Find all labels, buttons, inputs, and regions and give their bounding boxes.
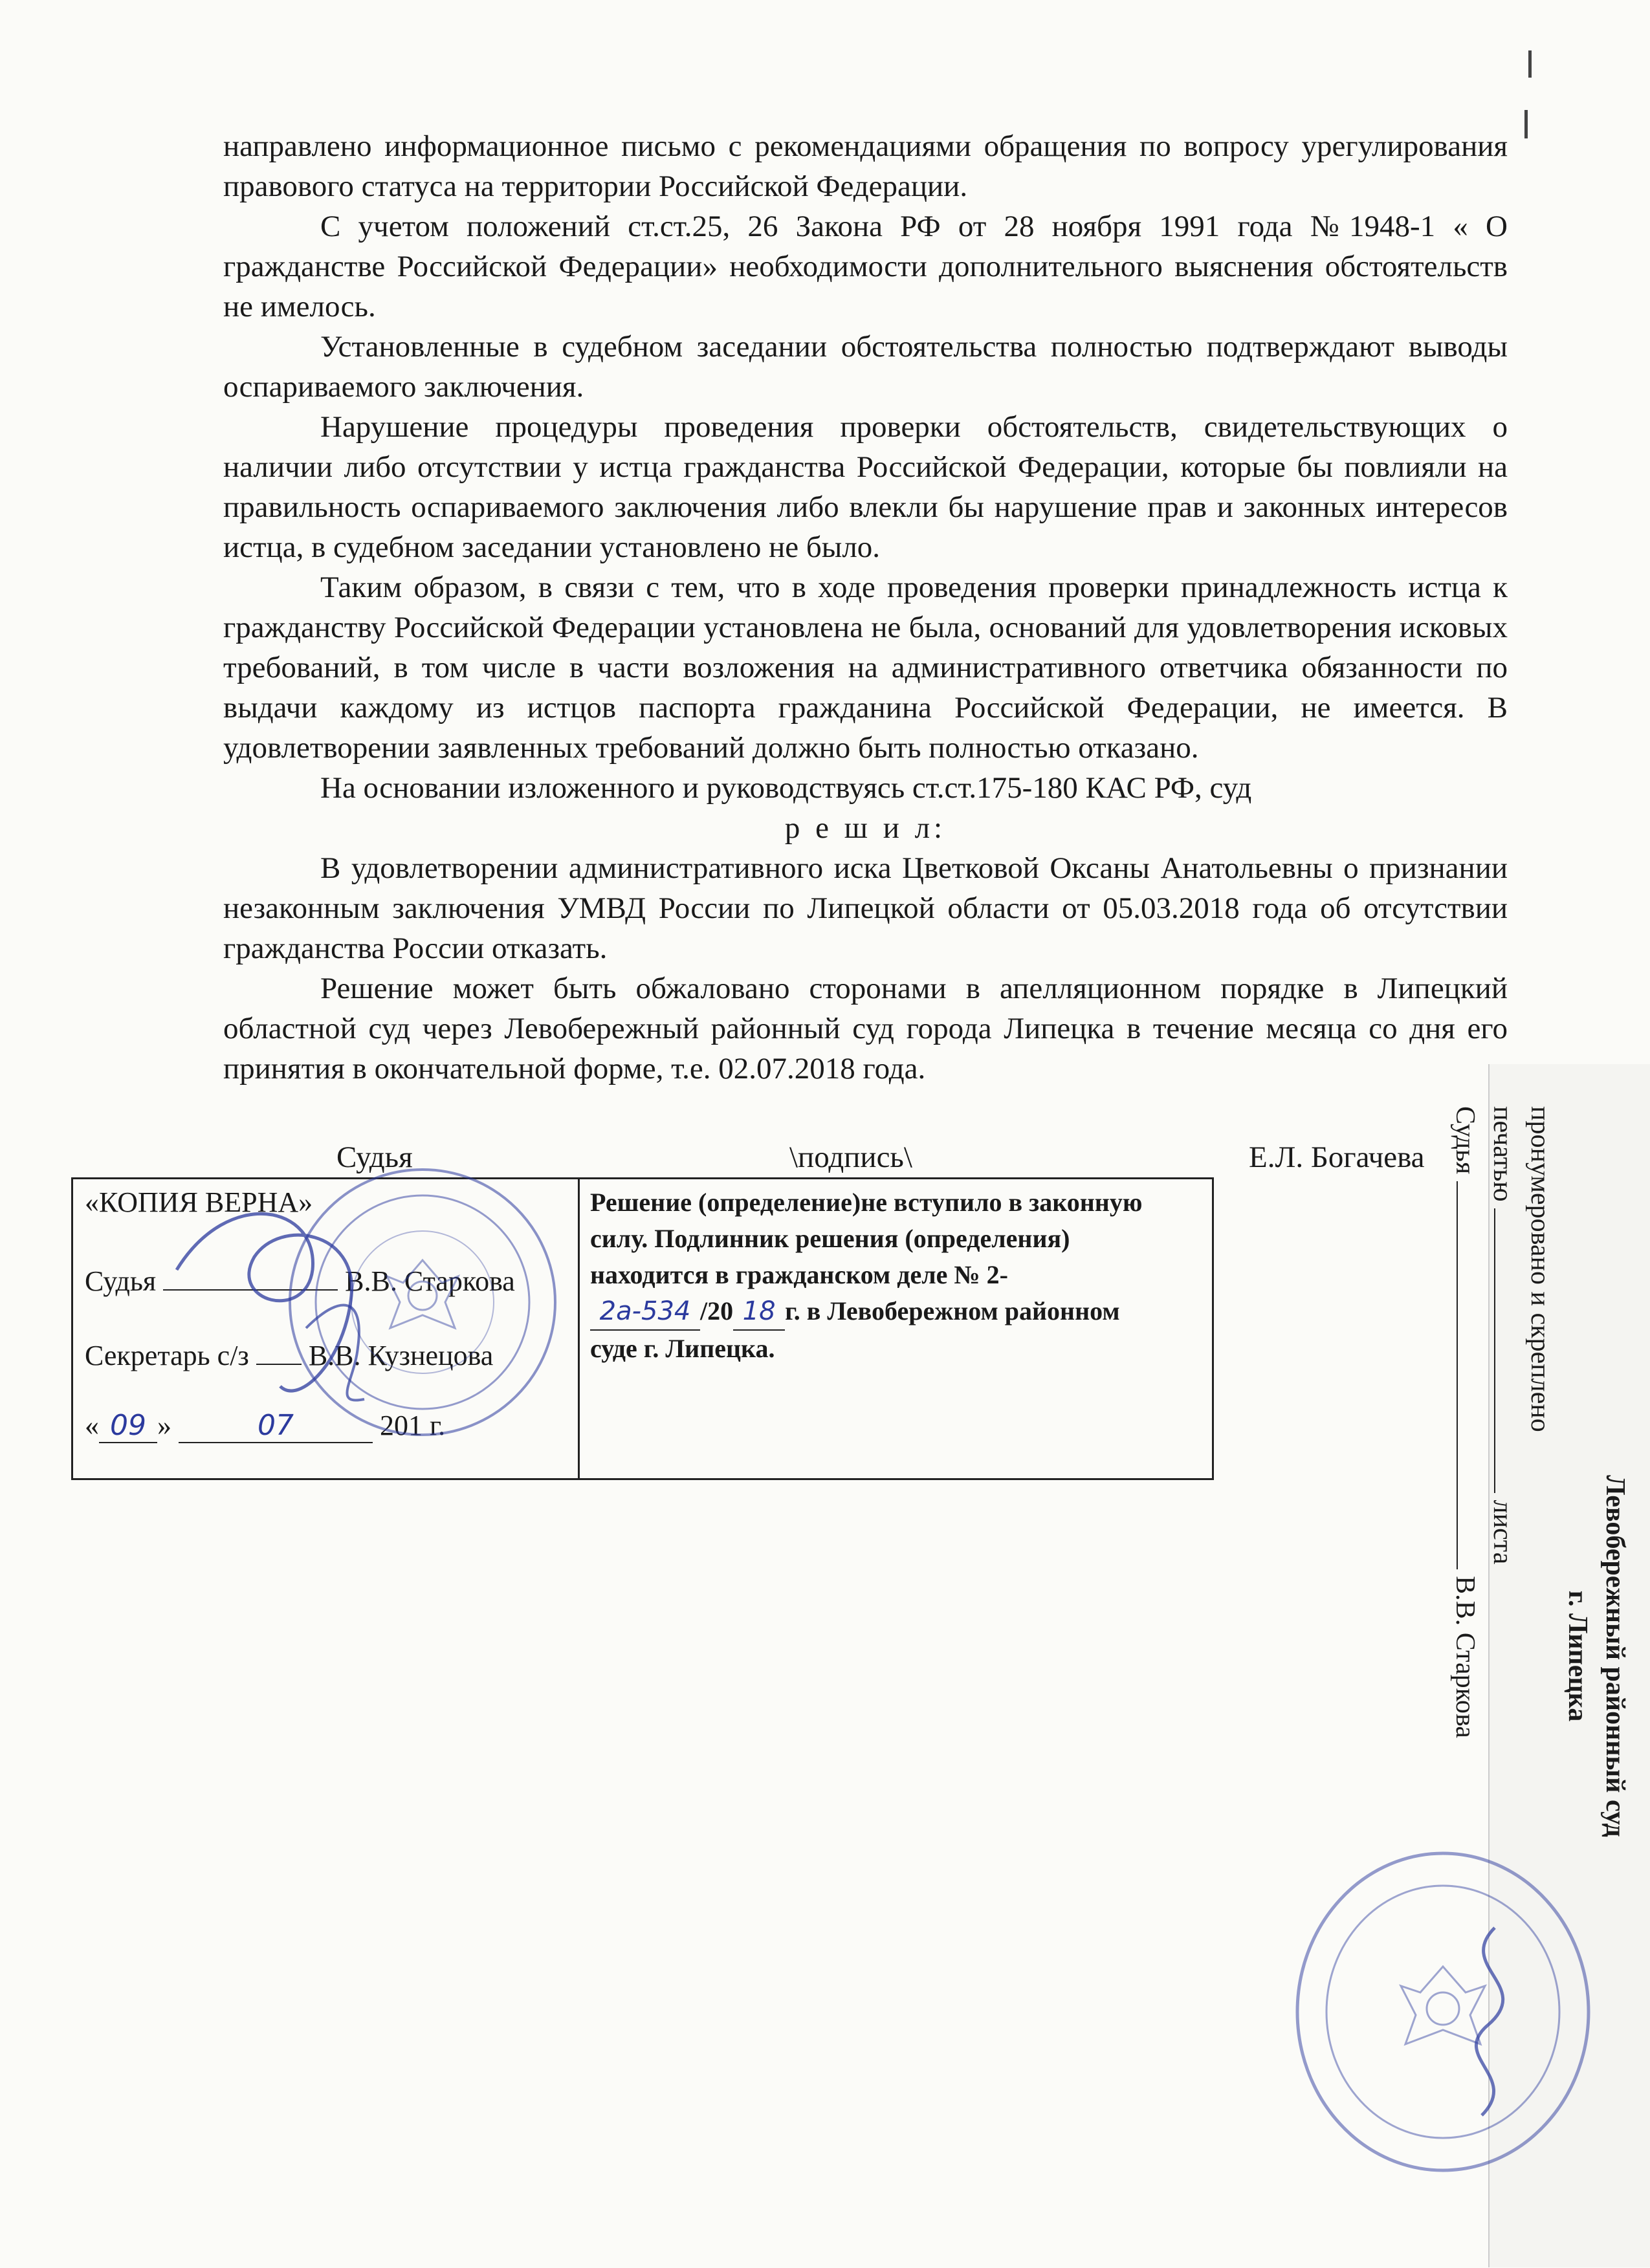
side-court: Левобережный районный суд bbox=[1600, 1475, 1630, 1837]
side-seal-word: печатью bbox=[1488, 1106, 1517, 1202]
status-line: находится в гражданском деле № 2- bbox=[590, 1260, 1008, 1289]
status-line: Решение (определение)не вступило в законную bbox=[590, 1188, 1143, 1217]
status-line: силу. Подлинник решения (определения) bbox=[590, 1224, 1070, 1253]
case-number-handwritten: 2а-534 bbox=[590, 1293, 700, 1331]
edge-mark bbox=[1528, 50, 1532, 78]
side-numbered: пронумеровано и скреплено bbox=[1525, 1106, 1555, 1432]
year-handwritten: 18 bbox=[733, 1293, 785, 1331]
court-name-part: г. в Левобережном районном bbox=[785, 1296, 1120, 1325]
signature-line bbox=[1494, 1208, 1521, 1493]
side-judge-name: В.В. Старкова bbox=[1450, 1576, 1480, 1738]
copy-title: «КОПИЯ ВЕРНА» bbox=[85, 1186, 313, 1218]
signature-role: Судья bbox=[336, 1140, 413, 1174]
paragraph: На основании изложенного и руководствуясь ст.ст.175-180 КАС РФ, суд bbox=[320, 771, 1252, 805]
year-prefix: /20 bbox=[700, 1296, 734, 1325]
binding-signature bbox=[1443, 1915, 1546, 2128]
copy-certification-cell bbox=[73, 1179, 580, 1478]
judge-name: В.В. Старкова bbox=[345, 1265, 515, 1297]
date-day: 09 bbox=[99, 1409, 157, 1443]
date-month: 07 bbox=[179, 1409, 373, 1443]
judge-signature bbox=[151, 1192, 513, 1425]
paragraph: Таким образом, в связи с тем, что в ходе проведения проверки принадлежность истца к гражданству Российской Федерации установлена не была, оснований для удовлетворения исковых требований, в том числе в части возложения на административного ответчика обязанности по выдачи каждому из истцов паспорта гражданина Российской Федерации, не имеется. В удовлетворении заявленных требований должно быть полностью отказано. bbox=[223, 571, 1508, 765]
secretary-name: В.В. Кузнецова bbox=[308, 1340, 494, 1371]
secretary-label: Секретарь с/з bbox=[85, 1340, 249, 1371]
judge-label: Судья bbox=[85, 1265, 157, 1297]
status-line: суде г. Липецка. bbox=[590, 1334, 775, 1363]
signature-placeholder: \подпись\ bbox=[789, 1140, 912, 1174]
side-sheets: листа bbox=[1488, 1499, 1517, 1565]
signature-line bbox=[1457, 1181, 1484, 1569]
paragraph: В удовлетворении административного иска Цветковой Оксаны Анатольевны о признании незаконным заключения УМВД России по Липецкой области от 05.03.2018 года об отсутствии гражданства России отказать. bbox=[223, 851, 1508, 965]
date-quote: » bbox=[157, 1410, 171, 1441]
decision-heading: р е ш и л: bbox=[784, 811, 947, 845]
paragraph: С учетом положений ст.ст.25, 26 Закона РФ от 28 ноября 1991 года №1948-1 « О гражданстве Российской Федерации» необходимости дополнительного выяснения обстоятельств не имелось. bbox=[223, 210, 1508, 323]
paragraph: Установленные в судебном заседании обстоятельства полностью подтверждают выводы оспариваемого заключения. bbox=[223, 330, 1508, 404]
side-city: г. Липецка bbox=[1563, 1590, 1592, 1722]
paragraph: Решение может быть обжаловано сторонами в апелляционном порядке в Липецкий областной суд через Левобережный районный суд города Липецка в течение месяца со дня его принятия в окончательной форме, т.е. 02.07.2018 года. bbox=[223, 972, 1508, 1085]
certification-table bbox=[71, 1177, 1214, 1480]
edge-mark bbox=[1524, 110, 1528, 138]
legal-status-cell bbox=[580, 1179, 1212, 1478]
signature-name: Е.Л. Богачева bbox=[1249, 1140, 1425, 1174]
date-year: 201 bbox=[380, 1410, 423, 1441]
date-suffix: г. bbox=[430, 1410, 446, 1441]
side-judge-label: Судья bbox=[1450, 1106, 1480, 1175]
date-quote: « bbox=[85, 1410, 99, 1441]
paragraph: направлено информационное письмо с рекомендациями обращения по вопросу урегулирования правового статуса на территории Российской Федерации. bbox=[223, 129, 1508, 203]
paragraph: Нарушение процедуры проведения проверки обстоятельств, свидетельствующих о наличии либо отсутствии у истца гражданства Российской Федерации, которые бы повлияли на правильность оспариваемого заключения либо влекли бы нарушение прав и законных интересов истца, в судебном заседании установлено не было. bbox=[223, 410, 1508, 564]
status-case-line bbox=[590, 1293, 1202, 1331]
decision-body bbox=[223, 126, 1508, 1089]
